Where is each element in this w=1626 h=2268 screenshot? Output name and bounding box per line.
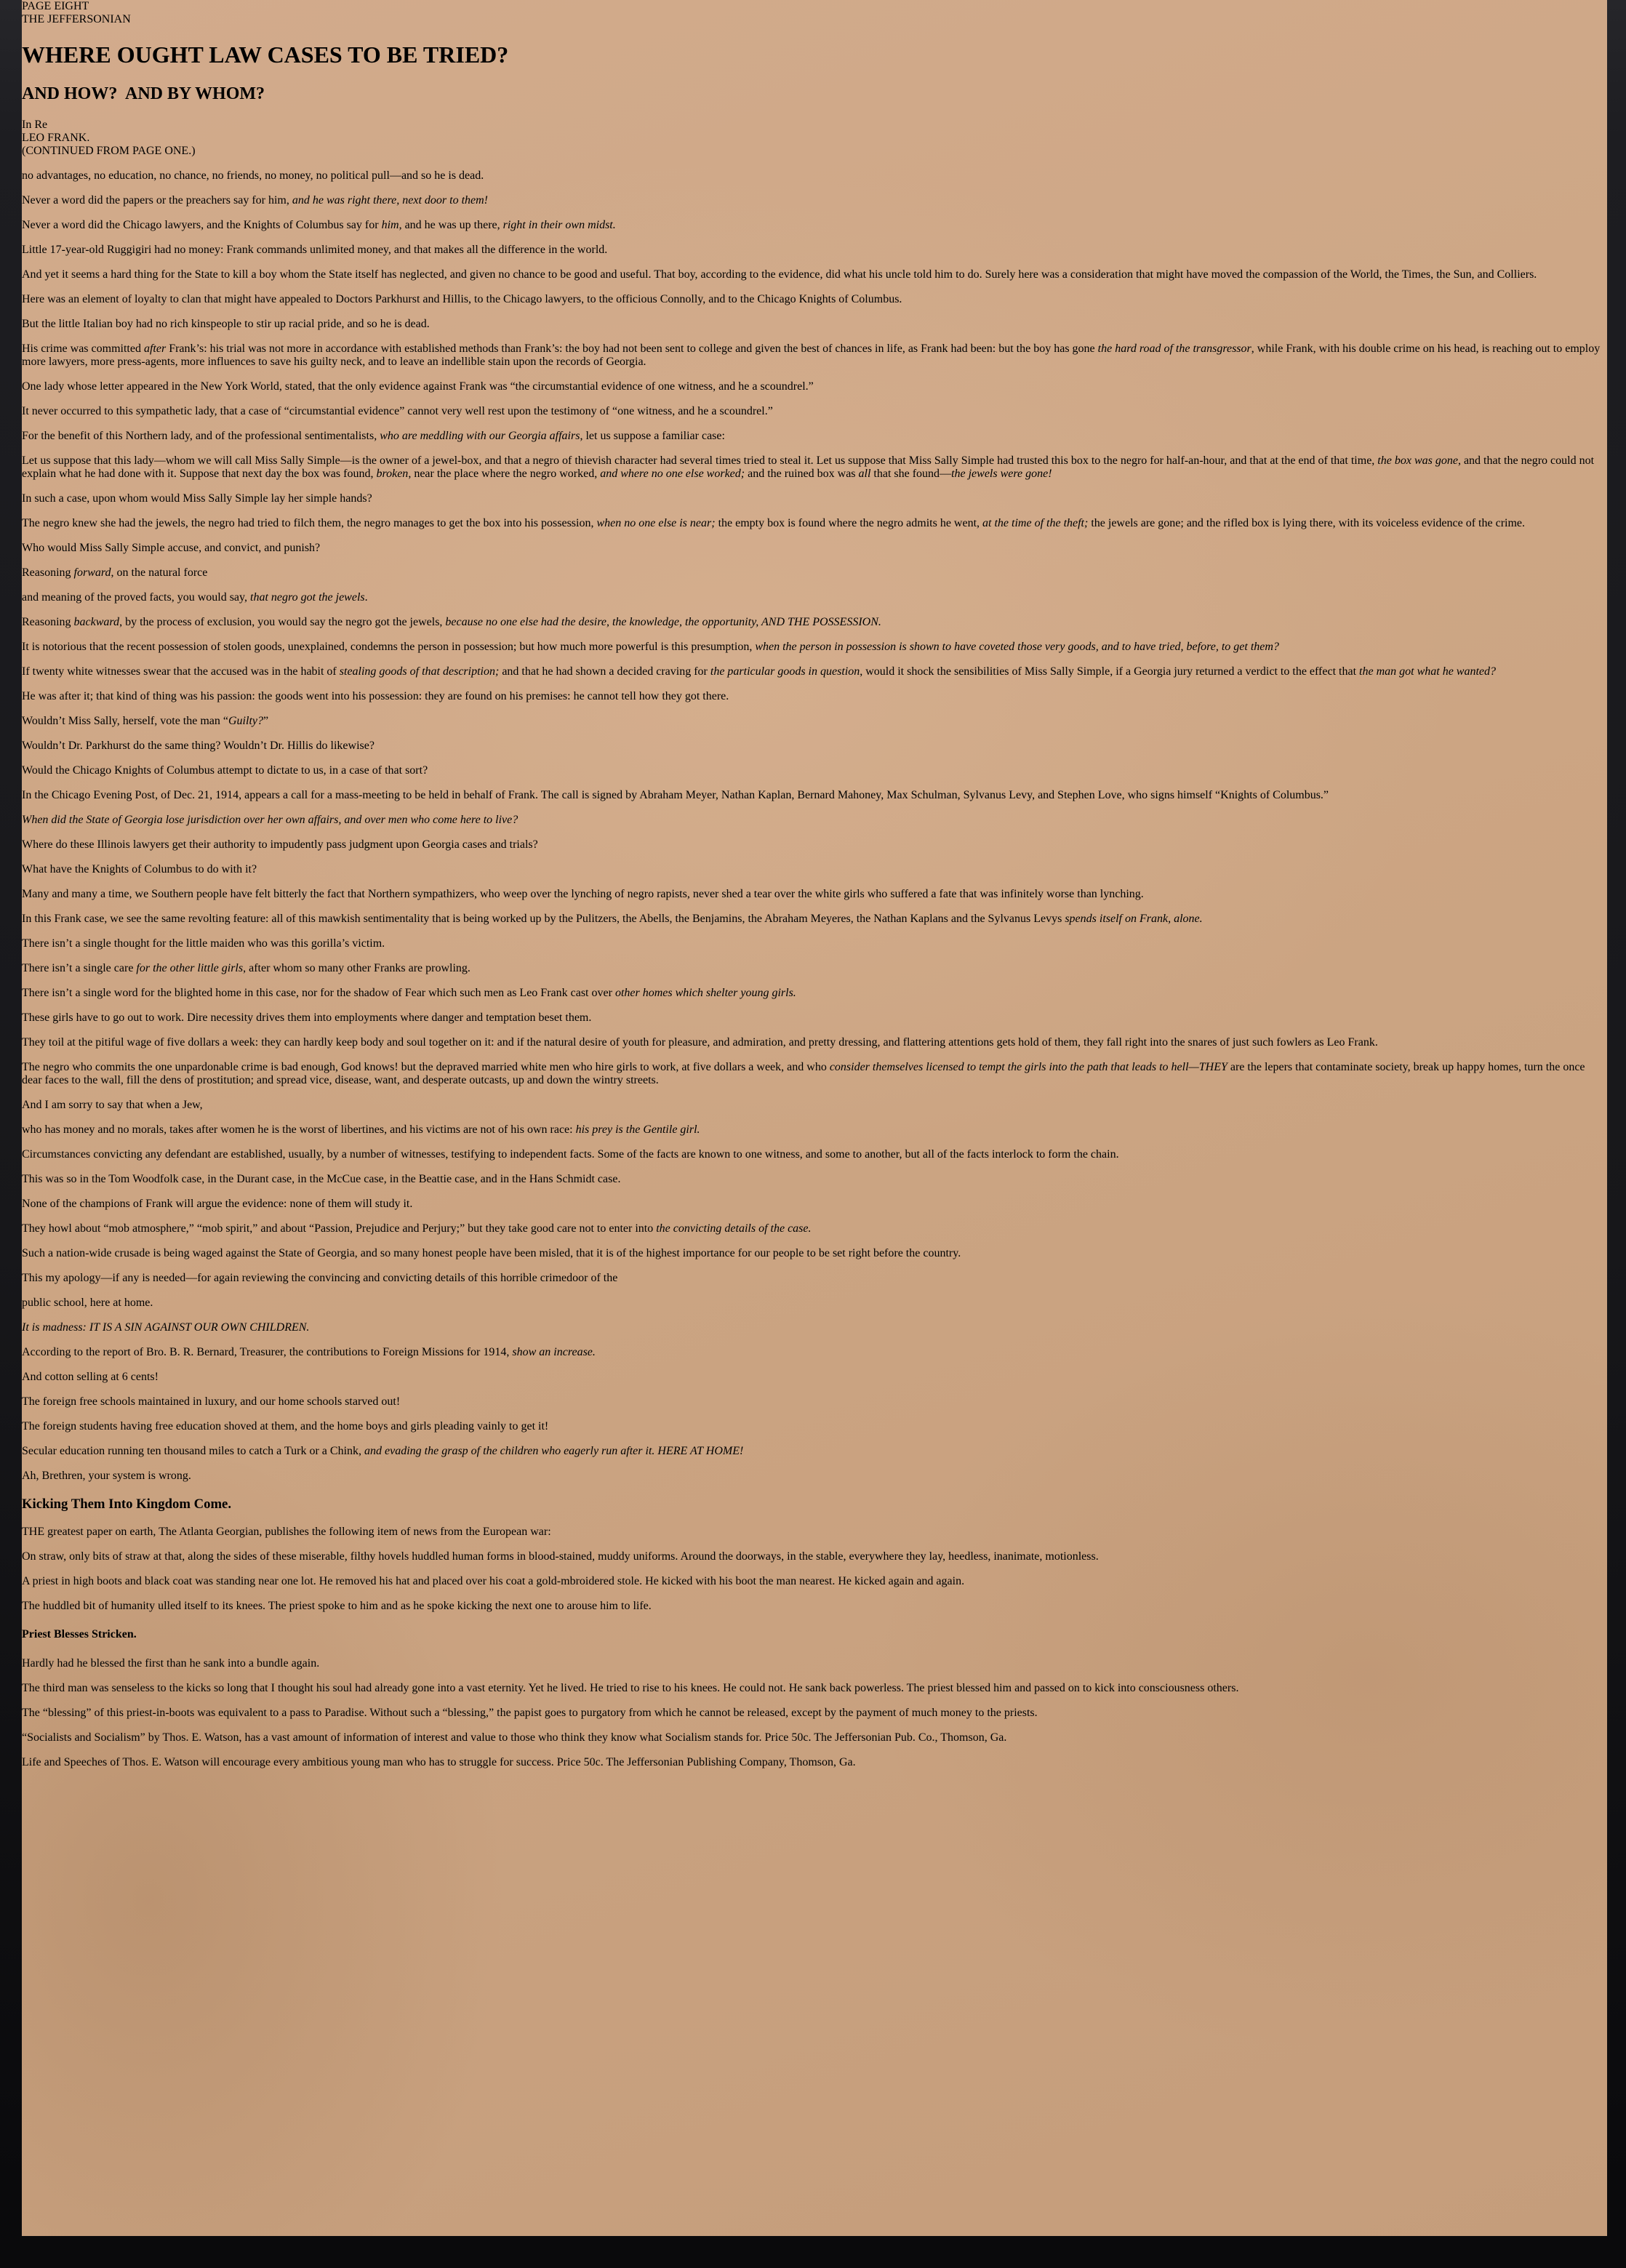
paragraph: Little 17-year-old Ruggigiri had no money: Frank commands unlimited money, and that makes all the difference in the world.: [22, 243, 608, 256]
paragraph: Wouldn’t Dr. Parkhurst do the same thing? Wouldn’t Dr. Hillis do likewise?: [22, 739, 375, 752]
paragraph: Here was an element of loyalty to clan that might have appealed to Doctors Parkhurst and Hillis, to the Chicago lawyers, to the officious Connolly, and to the Chicago Knights of Columbus.: [22, 292, 902, 305]
paragraph: The negro knew she had the jewels, the negro had tried to filch them, the negro manages to get the box into his possession, when no one else is near; the empty box is found where the negro admits he went, at the time of the theft; the jewels are gone; and the rifled box is lying there, with its voiceless evidence of the crime.: [22, 516, 1526, 529]
paragraph: The third man was senseless to the kicks so long that I thought his soul had already gone into a vast eternity. Yet he lived. He tried to rise to his knees. He could not. He sank back powerless. The priest blessed him and passed on to kick into consciousness others.: [22, 1681, 1239, 1694]
quoted-excerpt: [22, 1657, 1607, 1695]
paragraph: There isn’t a single thought for the little maiden who was this gorilla’s victim.: [22, 937, 385, 950]
book-notice: Life and Speeches of Thos. E. Watson will encourage every ambitious young man who has to struggle for success. Price 50c. The Jeffersonian Publishing Company, Thomson, Ga.: [22, 1755, 856, 1768]
paragraph: who has money and no morals, takes after women he is the worst of libertines, and his victims are not of his own race: his prey is the Gentile girl.: [22, 1123, 700, 1136]
case-style-label: In Re: [22, 118, 48, 131]
paragraph: This my apology—if any is needed—for again reviewing the convincing and convicting details of this horrible crimedoor of the: [22, 1271, 618, 1284]
paragraph: It is madness: IT IS A SIN AGAINST OUR OWN CHILDREN.: [22, 1321, 310, 1334]
paragraph: no advantages, no education, no chance, no friends, no money, no political pull—and so he is dead.: [22, 169, 484, 182]
paragraph: And I am sorry to say that when a Jew,: [22, 1098, 203, 1111]
paragraph: Never a word did the Chicago lawyers, and the Knights of Columbus say for him, and he was up there, right in their own midst.: [22, 218, 616, 231]
paragraph: One lady whose letter appeared in the New York World, stated, that the only evidence against Frank was “the circumstantial evidence of one witness, and he a scoundrel.”: [22, 380, 814, 393]
paragraph: This was so in the Tom Woodfolk case, in the Durant case, in the McCue case, in the Beattie case, and in the Hans Schmidt case.: [22, 1172, 621, 1185]
paragraph: A priest in high boots and black coat was standing near one lot. He removed his hat and placed over his coat a gold-mbroidered stole. He kicked with his boot the man nearest. He kicked again and again.: [22, 1575, 965, 1588]
paragraph: Let us suppose that this lady—whom we will call Miss Sally Simple—is the owner of a jewel-box, and that a negro of thievish character had several times tried to steal it. Let us suppose that Miss Sally Simple had trusted this box to the negro for half-an-hour, and that at the end of that time, the box was gone, and that the negro could not explain what he had done with it. Suppose that next day the box was found, broken, near the place where the negro worked, and where no one else worked; and the ruined box was all that she found—the jewels were gone!: [22, 454, 1595, 480]
paragraph-group: [22, 194, 1607, 580]
drop-cap: T: [22, 1526, 29, 1539]
paragraph: His crime was committed after Frank’s: his trial was not more in accordance with established methods than Frank’s: the boy had not been sent to college and given the best of chances in life, as Frank had been: but the boy has gone the hard road of the transgressor, while Frank, with his double crime on his head, is reaching out to employ more lawyers, more press-agents, more influences to save his guilty neck, and to leave an indellible stain upon the records of Georgia.: [22, 342, 1601, 368]
paragraph-group: [22, 1148, 1607, 1260]
paragraph: In the Chicago Evening Post, of Dec. 21, 1914, appears a call for a mass-meeting to be held in behalf of Frank. The call is signed by Abraham Meyer, Nathan Kaplan, Bernard Mahoney, Max Schulman, Sylvanus Levy, and Stephen Love, who signs himself “Knights of Columbus.”: [22, 788, 1329, 801]
paragraph-group: [22, 616, 1607, 1112]
paragraph: But the little Italian boy had no rich kinspeople to stir up racial pride, and so he is dead.: [22, 317, 430, 330]
paragraph: If twenty white witnesses swear that the accused was in the habit of stealing goods of that description; and that he had shown a decided craving for the particular goods in question, would it shock the sensibilities of Miss Sally Simple, if a Georgia jury returned a verdict to the effect that the man got what he wanted?: [22, 665, 1497, 678]
paragraph: and meaning of the proved facts, you would say, that negro got the jewels.: [22, 590, 368, 604]
paragraph: In such a case, upon whom would Miss Sally Simple lay her simple hands?: [22, 492, 372, 505]
paragraph: Reasoning forward, on the natural force: [22, 566, 208, 579]
paragraph: When did the State of Georgia lose jurisdiction over her own affairs, and over men who come here to live?: [22, 813, 518, 826]
paragraph: For the benefit of this Northern lady, and of the professional sentimentalists, who are meddling with our Georgia affairs, let us suppose a familiar case:: [22, 429, 725, 442]
newspaper-sheet: [22, 0, 1607, 2236]
paragraph: Circumstances convicting any defendant are established, usually, by a number of witnesses, testifying to independent facts. Some of the facts are known to one witness, and some to another, but all of the facts interlock to form the chain.: [22, 1147, 1119, 1161]
paragraph: Who would Miss Sally Simple accuse, and convict, and punish?: [22, 541, 321, 554]
paragraph: The negro who commits the one unpardonable crime is bad enough, God knows! but the depraved married white men who hire girls to work, at five dollars a week, and who consider themselves licensed to tempt the girls into the path that leads to hell—THEY are the lepers that contaminate society, break up happy homes, turn the once dear faces to the wall, fill the dens of prostitution; and spread vice, disease, want, and desperate outcasts, up and down the wintry streets.: [22, 1060, 1585, 1086]
article-subheadline: AND HOW? AND BY WHOM?: [22, 84, 265, 103]
case-name: LEO FRANK.: [22, 131, 90, 144]
continued-from-note: (CONTINUED FROM PAGE ONE.): [22, 144, 196, 157]
paragraph: What have the Knights of Columbus to do with it?: [22, 862, 257, 875]
paragraph: Such a nation-wide crusade is being waged against the State of Georgia, and so many honest people have been misled, that it is of the highest importance for our people to be set right before the country.: [22, 1246, 961, 1259]
paragraph: He was after it; that kind of thing was his passion: the goods went into his possession: they are found on his premises: he cannot tell how they got there.: [22, 689, 729, 702]
pasted-patch-line: public school, here at home.: [22, 1296, 153, 1309]
paragraph: There isn’t a single care for the other little girls, after whom so many other Franks are prowling.: [22, 961, 470, 974]
paragraph: Ah, Brethren, your system is wrong.: [22, 1469, 191, 1482]
paragraph: The huddled bit of humanity ulled itself to its knees. The priest spoke to him and as he spoke kicking the next one to arouse him to life.: [22, 1600, 652, 1613]
paragraph: According to the report of Bro. B. R. Bernard, Treasurer, the contributions to Foreign Missions for 1914, show an increase.: [22, 1345, 596, 1358]
paragraph: It is notorious that the recent possession of stolen goods, unexplained, condemns the person in possession; but how much more powerful is this presumption, when the person in possession is shown to have coveted those very goods, and to have tried, before, to get them?: [22, 640, 1279, 653]
paragraph: Reasoning backward, by the process of exclusion, you would say the negro got the jewels, because no one else had the desire, the knowledge, the opportunity, AND THE POSSESSION.: [22, 615, 881, 628]
paragraph-group: [22, 1346, 1607, 1483]
paragraph: There isn’t a single word for the blighted home in this case, nor for the shadow of Fear which such men as Leo Frank cast over other homes which shelter young girls.: [22, 986, 796, 999]
second-article-heading: Kicking Them Into Kingdom Come.: [22, 1496, 232, 1512]
excerpt-subheading: Priest Blesses Stricken.: [22, 1628, 137, 1641]
paragraph: Secular education running ten thousand miles to catch a Turk or a Chink, and evading the grasp of the children who eagerly run after it. HERE AT HOME!: [22, 1444, 744, 1457]
paragraph: THE greatest paper on earth, The Atlanta Georgian, publishes the following item of news from the European war:: [22, 1526, 551, 1539]
paragraph: The foreign students having free education shoved at them, and the home boys and girls pleading vainly to get it!: [22, 1419, 549, 1432]
paragraph: And yet it seems a hard thing for the State to kill a boy whom the State itself has neglected, and given no chance to be good and useful. That boy, according to the evidence, did what his uncle told him to do. Surely here was a consideration that might have moved the compassion of the World, the Times, the Sun, and Colliers.: [22, 268, 1537, 281]
paragraph: And cotton selling at 6 cents!: [22, 1370, 159, 1383]
paragraph: It never occurred to this sympathetic lady, that a case of “circumstantial evidence” cannot very well rest upon the testimony of “one witness, and he a scoundrel.”: [22, 404, 773, 417]
pasted-overlap-fragment: door of the: [566, 1271, 618, 1284]
newspaper-masthead: THE JEFFERSONIAN: [22, 13, 131, 25]
page-number-label: PAGE EIGHT: [22, 0, 89, 12]
paragraph: Hardly had he blessed the first than he sank into a bundle again.: [22, 1656, 320, 1670]
paragraph: The “blessing” of this priest-in-boots was equivalent to a pass to Paradise. Without such a “blessing,” the papist goes to purgatory from which he cannot be released, except by the payment of much money to the priests.: [22, 1706, 1038, 1719]
paragraph: Where do these Illinois lawyers get their authority to impudently pass judgment upon Georgia cases and trials?: [22, 838, 538, 851]
column-left: [22, 41, 1607, 579]
book-notice: “Socialists and Socialism” by Thos. E. Watson, has a vast amount of information of interest and value to those who think they know what Socialism stands for. Price 50c. The Jeffersonian Pub. Co., Thomson, Ga.: [22, 1731, 1007, 1744]
paragraph: On straw, only bits of straw at that, along the sides of these miserable, filthy hovels huddled human forms in blood-stained, muddy uniforms. Around the doorways, in the stable, everywhere they lay, heedless, inanimate, motionless.: [22, 1550, 1099, 1563]
column-right: [22, 1123, 1607, 1769]
paragraph: In this Frank case, we see the same revolting feature: all of this mawkish sentimentality that is being worked up by the Pulitzers, the Abells, the Benjamins, the Abraham Meyeres, the Nathan Kaplans and the Sylvanus Levys spends itself on Frank, alone.: [22, 912, 1203, 925]
paragraph: Would the Chicago Knights of Columbus attempt to dictate to us, in a case of that sort?: [22, 764, 428, 777]
paragraph: The foreign free schools maintained in luxury, and our home schools starved out!: [22, 1395, 401, 1408]
paragraph: Wouldn’t Miss Sally, herself, vote the man “Guilty?”: [22, 714, 269, 727]
article-headline: WHERE OUGHT LAW CASES TO BE TRIED?: [22, 41, 509, 68]
paragraph: They howl about “mob atmosphere,” “mob spirit,” and about “Passion, Prejudice and Perjury;” but they take good care not to enter into the convicting details of the case.: [22, 1222, 812, 1235]
paragraph: None of the champions of Frank will argue the evidence: none of them will study it.: [22, 1197, 413, 1210]
paragraph: Never a word did the papers or the preachers say for him, and he was right there, next door to them!: [22, 193, 489, 207]
paragraph: Many and many a time, we Southern people have felt bitterly the fact that Northern sympathizers, who weep over the lynching of negro rapists, never shed a tear over the white girls who suffered a fate that was infinitely worse than lynching.: [22, 887, 1144, 900]
paragraph: They toil at the pitiful wage of five dollars a week: they can hardly keep body and soul together on it: and if the natural desire of youth for pleasure, and admiration, and pretty dressing, and flattering attentions gets hold of them, they fall right into the snares of just such fowlers as Leo Frank.: [22, 1035, 1378, 1049]
paragraph: These girls have to go out to work. Dire necessity drives them into employments where danger and temptation beset them.: [22, 1011, 592, 1024]
column-middle: [22, 591, 1607, 1112]
quoted-excerpt: [22, 1550, 1607, 1613]
